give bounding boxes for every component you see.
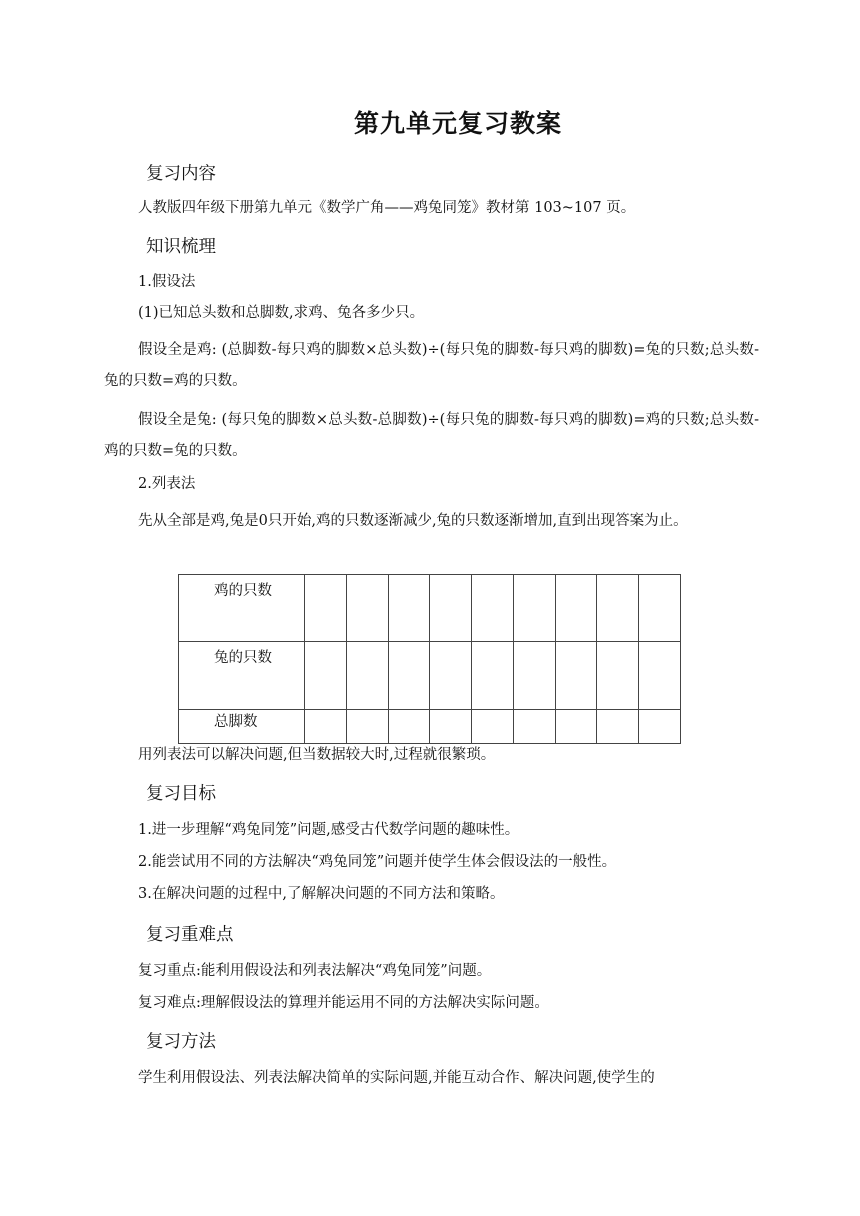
table-cell [305, 642, 347, 710]
table-cell [472, 710, 514, 744]
enumeration-table [178, 574, 681, 744]
table-row [179, 575, 681, 642]
assume-chicken-text: 假设全是鸡: (总脚数-每只鸡的脚数×总头数)÷(每只兔的脚数-每只鸡的脚数)=兔的只数;总头数-兔的只数=鸡的只数。 [104, 342, 759, 389]
method2-text: 先从全部是鸡,兔是0只开始,鸡的只数逐渐减少,兔的只数逐渐增加,直到出现答案为止。 [138, 513, 688, 529]
table-cell [555, 575, 597, 642]
section-heading-method: 复习方法 [146, 1032, 216, 1052]
table-cell [513, 710, 555, 744]
table-cell [472, 575, 514, 642]
table-cell [305, 710, 347, 744]
goal-item: 2.能尝试用不同的方法解决“鸡兔同笼”问题并使学生体会假设法的一般性。 [138, 854, 617, 870]
method2-title: 2.列表法 [138, 476, 196, 492]
content-text: 人教版四年级下册第九单元《数学广角——鸡兔同笼》教材第 103~107 页。 [138, 200, 636, 216]
section-heading-goals: 复习目标 [146, 784, 216, 804]
table-cell [430, 710, 472, 744]
method-text: 学生利用假设法、列表法解决简单的实际问题,并能互动合作、解决问题,使学生的 [138, 1070, 655, 1086]
table-cell [639, 642, 681, 710]
section-heading-key-points: 复习重难点 [146, 925, 234, 945]
key-focus: 复习重点:能利用假设法和列表法解决“鸡兔同笼”问题。 [138, 963, 492, 979]
table-cell [513, 575, 555, 642]
table-cell [597, 710, 639, 744]
goal-item: 1.进一步理解“鸡兔同笼”问题,感受古代数学问题的趣味性。 [138, 822, 520, 838]
table-row [179, 642, 681, 710]
row-label-total-feet: 总脚数 [179, 710, 305, 744]
table-cell [388, 575, 430, 642]
row-label-rabbit: 兔的只数 [179, 642, 305, 710]
method1-sub: (1)已知总头数和总脚数,求鸡、兔各多少只。 [138, 305, 425, 321]
table-cell [639, 575, 681, 642]
table-cell [597, 642, 639, 710]
table-cell [513, 642, 555, 710]
table-cell [388, 710, 430, 744]
section-heading-content: 复习内容 [146, 164, 216, 184]
table-cell [639, 710, 681, 744]
table-cell [305, 575, 347, 642]
table-cell [388, 642, 430, 710]
table-cell [346, 642, 388, 710]
table-cell [555, 642, 597, 710]
key-difficulty: 复习难点:理解假设法的算理并能运用不同的方法解决实际问题。 [138, 995, 549, 1011]
method1-title: 1.假设法 [138, 274, 196, 290]
page-title: 第九单元复习教案 [353, 109, 562, 138]
table-cell [430, 642, 472, 710]
table-cell [597, 575, 639, 642]
table-cell [346, 575, 388, 642]
row-label-chicken: 鸡的只数 [179, 575, 305, 642]
table-cell [430, 575, 472, 642]
section-heading-knowledge: 知识梳理 [146, 237, 216, 257]
table-cell [472, 642, 514, 710]
goal-item: 3.在解决问题的过程中,了解解决问题的不同方法和策略。 [138, 886, 505, 902]
table-row [179, 710, 681, 744]
table-cell [346, 710, 388, 744]
assume-rabbit-text: 假设全是兔: (每只兔的脚数×总头数-总脚数)÷(每只兔的脚数-每只鸡的脚数)=鸡的只数;总头数-鸡的只数=兔的只数。 [104, 412, 759, 459]
table-cell [555, 710, 597, 744]
table-note: 用列表法可以解决问题,但当数据较大时,过程就很繁琐。 [138, 747, 496, 763]
